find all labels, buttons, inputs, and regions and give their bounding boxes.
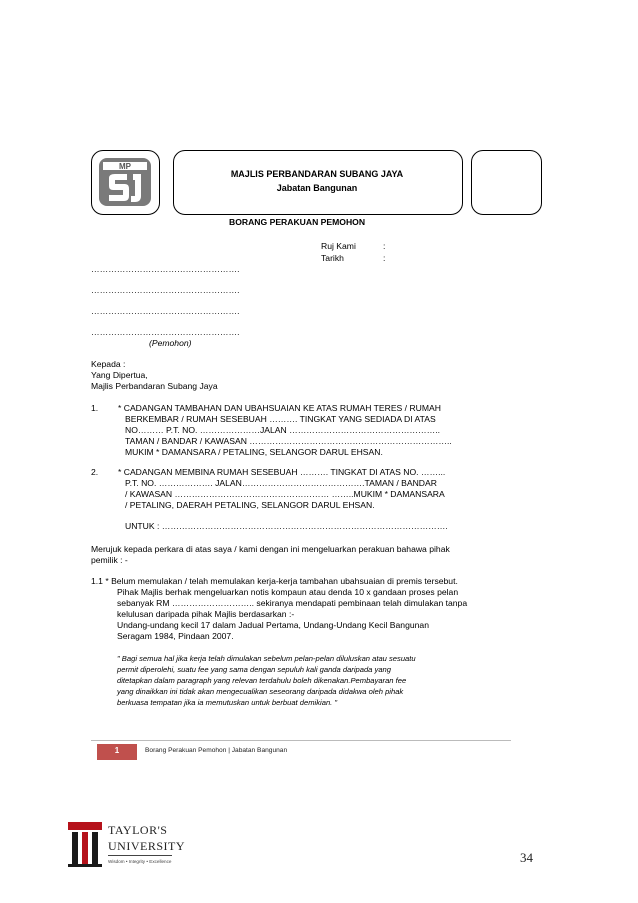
form-title: BORANG PERAKUAN PEMOHON — [229, 217, 366, 227]
applicant-line: ……………………………………………. — [91, 306, 240, 316]
page-number: 34 — [520, 850, 533, 865]
applicant-line: ……………………………………………. — [91, 264, 240, 274]
merujuk-line: pemilik : - — [91, 555, 128, 565]
item2-line: * CADANGAN MEMBINA RUMAH SESEBUAH ………. TINGKAT DI ATAS NO. ……... — [118, 467, 446, 477]
footer-divider — [91, 740, 511, 741]
reference-box — [471, 150, 542, 215]
tarikh-label: Tarikh — [321, 253, 344, 263]
item1-line: MUKIM * DAMANSARA / PETALING, SELANGOR DARUL EHSAN. — [125, 447, 383, 457]
taylors-university-crest-icon — [66, 820, 104, 868]
item1-number: 1. — [91, 403, 99, 413]
clause-1-1-heading: 1.1 * Belum memulakan / telah memulakan kerja-kerja tambahan ubahsuaian di premis tersebut. — [91, 576, 458, 586]
council-title: MAJLIS PERBANDARAN SUBANG JAYA — [230, 169, 404, 179]
clause-line: Pihak Majlis berhak mengeluarkan notis kompaun atau denda 10 x gandaan proses pelan — [117, 587, 459, 597]
ruj-colon: : — [383, 241, 386, 251]
university-tagline: Wisdom • Integrity • Excellence — [108, 859, 172, 864]
svg-text:MP: MP — [119, 162, 131, 171]
item1-line: BERKEMBAR / RUMAH SESEBUAH ………. TINGKAT YANG SEDIADA DI ATAS — [125, 414, 436, 424]
footer-text: Borang Perakuan Pemohon | Jabatan Bangunan — [145, 747, 288, 754]
clause-line: Undang-undang kecil 17 dalam Jadual Pertama, Undang-Undang Kecil Bangunan — [117, 620, 429, 630]
merujuk-line: Merujuk kepada perkara di atas saya / kami dengan ini mengeluarkan perakuan bahawa pihak — [91, 544, 450, 554]
department-title: Jabatan Bangunan — [276, 183, 358, 193]
addressee-line: Majlis Perbandaran Subang Jaya — [91, 381, 218, 391]
clause-line: kelulusan daripada pihak Majlis berdasarkan :- — [117, 609, 295, 619]
quote-line: yang dinaikkan ini tidak akan mengecualikan seseorang daripada didakwa oleh pihak — [117, 687, 404, 696]
footer-page-number: 1 — [114, 746, 120, 755]
item2-line: P.T. NO. ………………. JALAN…………………………………….TAMAN / BANDAR — [125, 478, 437, 488]
item2-line: / KAWASAN ……………………………………………… ……..MUKIM * DAMANSARA — [125, 489, 445, 499]
mpsj-logo-icon — [97, 156, 153, 208]
university-divider — [108, 855, 172, 856]
quote-line: permit diperolehi, suatu fee yang sama dengan sepuluh kali ganda daripada yang — [117, 665, 391, 674]
applicant-caption: (Pemohon) — [149, 338, 192, 348]
addressee-line: Kepada : — [91, 359, 126, 369]
quote-line: ditetapkan dalam paragraph yang relevan terdahulu boleh dikenakan.Pembayaran fee — [117, 676, 407, 685]
applicant-line: ……………………………………………. — [91, 327, 240, 337]
quote-line: " Bagi semua hal jika kerja telah dimulakan sebelum pelan-pelan diluluskan atau sesuatu — [117, 654, 416, 663]
quote-line: berkuasa tempatan jika ia memutuskan untuk berbuat demikian. " — [117, 698, 338, 707]
clause-line: sebanyak RM ……………………….. sekiranya mendapati pembinaan telah dimulakan tanpa — [117, 598, 468, 608]
clause-line: Seragam 1984, Pindaan 2007. — [117, 631, 234, 641]
ruj-label: Ruj Kami — [321, 241, 356, 251]
item2-line: / PETALING, DAERAH PETALING, SELANGOR DARUL EHSAN. — [125, 500, 375, 510]
applicant-line: ……………………………………………. — [91, 285, 240, 295]
untuk-line: UNTUK : ………………………………………………………………………………………. — [125, 521, 448, 531]
university-name-line2: UNIVERSITY — [108, 839, 185, 853]
item1-line: TAMAN / BANDAR / KAWASAN …………………………………………………………….. — [125, 436, 452, 446]
tarikh-colon: : — [383, 253, 386, 263]
item1-line: * CADANGAN TAMBAHAN DAN UBAHSUAIAN KE ATAS RUMAH TERES / RUMAH — [118, 403, 441, 413]
item2-number: 2. — [91, 467, 99, 477]
university-name-line1: TAYLOR'S — [108, 823, 168, 837]
item1-line: NO……… P.T. NO. …………………JALAN …………………………………………….. — [125, 425, 440, 435]
addressee-line: Yang Dipertua, — [91, 370, 148, 380]
